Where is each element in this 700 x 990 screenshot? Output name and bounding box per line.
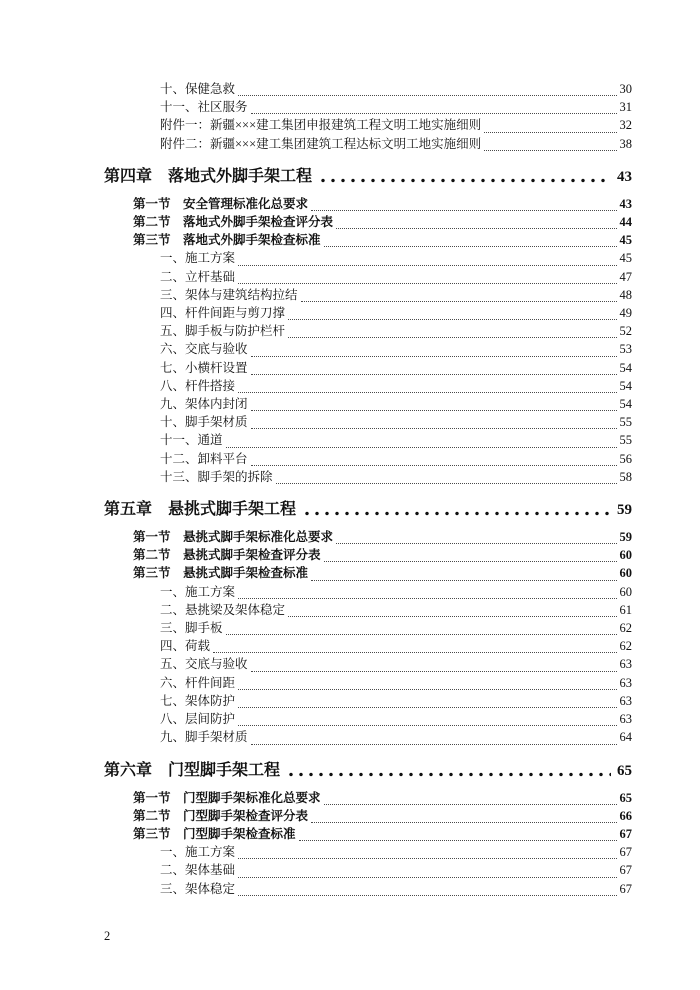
toc-entry-page: 60 — [619, 566, 632, 581]
toc-entry-title: 七、小横杆设置 — [160, 360, 248, 375]
toc-item-row — [104, 286, 632, 304]
toc-item-row — [104, 583, 632, 601]
toc-entry-page: 59 — [619, 530, 632, 545]
dot-leader — [238, 891, 616, 896]
dot-leader — [238, 91, 616, 96]
toc-entry-page: 67 — [619, 845, 632, 860]
toc-item-row — [104, 304, 632, 322]
toc-item-row — [104, 728, 632, 746]
toc-section-row — [104, 528, 632, 546]
dot-leader — [311, 576, 616, 581]
toc-entry-page: 62 — [619, 639, 632, 654]
toc-entry-title: 第一节 安全管理标准化总要求 — [133, 196, 309, 211]
toc-item-row — [104, 655, 632, 673]
toc-entry-page: 63 — [619, 657, 632, 672]
dot-leader — [336, 224, 616, 229]
dot-leader — [286, 771, 611, 778]
toc-item-row — [104, 80, 632, 98]
toc-item-row — [104, 843, 632, 861]
table-of-contents — [104, 80, 632, 898]
dot-leader — [238, 854, 616, 859]
dot-leader — [238, 594, 616, 599]
dot-leader — [251, 667, 617, 672]
toc-entry-title: 六、杆件间距 — [160, 675, 236, 690]
toc-entry-title: 十一、社区服务 — [160, 100, 248, 115]
toc-entry-title: 五、脚手板与防护栏杆 — [160, 324, 286, 339]
dot-leader — [288, 333, 616, 338]
dot-leader — [318, 177, 611, 184]
toc-item-row — [104, 322, 632, 340]
toc-entry-title: 三、架体与建筑结构拉结 — [160, 287, 298, 302]
toc-entry-page: 30 — [619, 82, 632, 96]
toc-entry-title: 十二、卸料平台 — [160, 451, 248, 466]
toc-entry-title: 第二节 门型脚手架检查评分表 — [133, 808, 309, 823]
toc-entry-title: 十、脚手架材质 — [160, 415, 248, 430]
toc-entry-page: 53 — [619, 342, 632, 357]
toc-item-row — [104, 359, 632, 377]
toc-entry-page: 45 — [619, 251, 632, 266]
dot-leader — [238, 388, 616, 393]
toc-entry-title: 五、交底与验收 — [160, 657, 248, 672]
page-number: 2 — [104, 929, 111, 943]
toc-entry-page: 45 — [619, 233, 632, 248]
toc-entry-title: 第六章 门型脚手架工程 — [104, 761, 281, 779]
toc-entry-page: 67 — [619, 863, 632, 878]
toc-item-row — [104, 710, 632, 728]
toc-entry-page: 66 — [619, 808, 632, 823]
toc-item-row — [104, 601, 632, 619]
dot-leader — [299, 836, 617, 841]
toc-entry-title: 六、交底与验收 — [160, 342, 248, 357]
toc-entry-title: 四、荷载 — [160, 639, 211, 654]
toc-chapter-row — [104, 500, 632, 520]
toc-item-row — [104, 268, 632, 286]
toc-item-row — [104, 861, 632, 879]
toc-entry-page: 65 — [619, 790, 632, 805]
toc-item-row — [104, 116, 632, 134]
toc-entry-title: 第三节 门型脚手架检查标准 — [133, 826, 296, 841]
toc-entry-page: 49 — [619, 306, 632, 321]
dot-leader — [251, 352, 617, 357]
toc-entry-page: 60 — [619, 584, 632, 599]
toc-section-row — [104, 789, 632, 807]
dot-leader — [251, 370, 617, 375]
dot-leader — [484, 128, 616, 133]
toc-item-row — [104, 135, 632, 153]
dot-leader — [324, 800, 617, 805]
toc-section-row — [104, 195, 632, 213]
toc-entry-page: 55 — [619, 415, 632, 430]
toc-section-row — [104, 546, 632, 564]
toc-entry-page: 63 — [619, 675, 632, 690]
toc-entry-page: 62 — [619, 621, 632, 636]
toc-entry-title: 九、脚手架材质 — [160, 730, 248, 745]
toc-entry-title: 第二节 落地式外脚手架检查评分表 — [133, 215, 334, 230]
toc-entry-page: 67 — [619, 826, 632, 841]
dot-leader — [226, 443, 617, 448]
toc-entry-page: 52 — [619, 324, 632, 339]
dot-leader — [251, 740, 617, 745]
dot-leader — [238, 261, 616, 266]
dot-leader — [238, 703, 616, 708]
dot-leader — [226, 630, 617, 635]
dot-leader — [302, 510, 611, 517]
toc-chapter-row — [104, 761, 632, 781]
toc-entry-page: 65 — [617, 762, 632, 779]
dot-leader — [288, 315, 616, 320]
toc-entry-title: 十、保健急救 — [160, 82, 236, 96]
toc-item-row — [104, 98, 632, 116]
dot-leader — [336, 539, 616, 544]
toc-entry-page: 60 — [619, 548, 632, 563]
toc-entry-title: 第二节 悬挑式脚手架检查评分表 — [133, 548, 321, 563]
toc-entry-title: 附件二：新疆×××建工集团建筑工程达标文明工地实施细则 — [160, 136, 482, 151]
toc-item-row — [104, 395, 632, 413]
toc-entry-title: 第一节 悬挑式脚手架标准化总要求 — [133, 530, 334, 545]
toc-entry-title: 二、架体基础 — [160, 863, 236, 878]
dot-leader — [238, 279, 616, 284]
toc-item-row — [104, 340, 632, 358]
dot-leader — [276, 479, 617, 484]
toc-entry-title: 第一节 门型脚手架标准化总要求 — [133, 790, 321, 805]
toc-item-row — [104, 249, 632, 267]
dot-leader — [301, 297, 617, 302]
dot-leader — [324, 557, 617, 562]
dot-leader — [238, 685, 616, 690]
toc-entry-title: 二、悬挑梁及架体稳定 — [160, 602, 286, 617]
toc-entry-title: 十三、脚手架的拆除 — [160, 469, 273, 484]
toc-entry-title: 十一、通道 — [160, 433, 223, 448]
dot-leader — [484, 146, 616, 151]
toc-entry-page: 55 — [619, 433, 632, 448]
toc-entry-page: 61 — [619, 602, 632, 617]
toc-entry-page: 54 — [619, 360, 632, 375]
toc-entry-title: 四、杆件间距与剪刀撑 — [160, 306, 286, 321]
toc-entry-title: 七、架体防护 — [160, 693, 236, 708]
toc-entry-page: 38 — [619, 136, 632, 151]
dot-leader — [251, 461, 617, 466]
dot-leader — [238, 873, 616, 878]
toc-entry-page: 63 — [619, 712, 632, 727]
toc-item-row — [104, 468, 632, 486]
toc-section-row — [104, 825, 632, 843]
dot-leader — [288, 612, 616, 617]
toc-entry-title: 八、层间防护 — [160, 712, 236, 727]
toc-entry-title: 一、施工方案 — [160, 845, 236, 860]
toc-entry-title: 第四章 落地式外脚手架工程 — [104, 167, 313, 185]
toc-item-row — [104, 413, 632, 431]
toc-entry-page: 47 — [619, 269, 632, 284]
toc-entry-title: 一、施工方案 — [160, 251, 236, 266]
dot-leader — [324, 242, 617, 247]
toc-entry-title: 第三节 落地式外脚手架检查标准 — [133, 233, 321, 248]
toc-entry-title: 九、架体内封闭 — [160, 397, 248, 412]
dot-leader — [311, 818, 616, 823]
toc-item-row — [104, 880, 632, 898]
toc-section-row — [104, 213, 632, 231]
toc-item-row — [104, 674, 632, 692]
toc-entry-title: 一、施工方案 — [160, 584, 236, 599]
toc-entry-page: 43 — [619, 196, 632, 211]
toc-entry-page: 64 — [619, 730, 632, 745]
dot-leader — [251, 109, 617, 114]
toc-item-row — [104, 692, 632, 710]
toc-entry-title: 附件一：新疆×××建工集团申报建筑工程文明工地实施细则 — [160, 118, 482, 133]
toc-entry-page: 43 — [617, 168, 632, 185]
toc-entry-page: 54 — [619, 397, 632, 412]
toc-item-row — [104, 450, 632, 468]
toc-section-row — [104, 807, 632, 825]
toc-entry-page: 31 — [619, 100, 632, 115]
toc-entry-page: 58 — [619, 469, 632, 484]
dot-leader — [251, 424, 617, 429]
toc-entry-title: 三、脚手板 — [160, 621, 223, 636]
toc-chapter-row — [104, 167, 632, 187]
toc-entry-page: 54 — [619, 378, 632, 393]
toc-entry-page: 44 — [619, 215, 632, 230]
toc-entry-page: 56 — [619, 451, 632, 466]
toc-entry-title: 第五章 悬挑式脚手架工程 — [104, 501, 297, 519]
dot-leader — [311, 206, 616, 211]
toc-item-row — [104, 377, 632, 395]
toc-entry-title: 二、立杆基础 — [160, 269, 236, 284]
toc-entry-title: 第三节 悬挑式脚手架检查标准 — [133, 566, 309, 581]
toc-item-row — [104, 431, 632, 449]
toc-entry-page: 48 — [619, 287, 632, 302]
toc-section-row — [104, 564, 632, 582]
toc-item-row — [104, 619, 632, 637]
toc-entry-page: 63 — [619, 693, 632, 708]
toc-entry-page: 67 — [619, 881, 632, 896]
dot-leader — [213, 648, 616, 653]
toc-section-row — [104, 231, 632, 249]
toc-entry-title: 八、杆件搭接 — [160, 378, 236, 393]
toc-entry-page: 32 — [619, 118, 632, 133]
dot-leader — [251, 406, 617, 411]
dot-leader — [238, 721, 616, 726]
toc-item-row — [104, 637, 632, 655]
toc-entry-page: 59 — [617, 502, 632, 519]
toc-entry-title: 三、架体稳定 — [160, 881, 236, 896]
